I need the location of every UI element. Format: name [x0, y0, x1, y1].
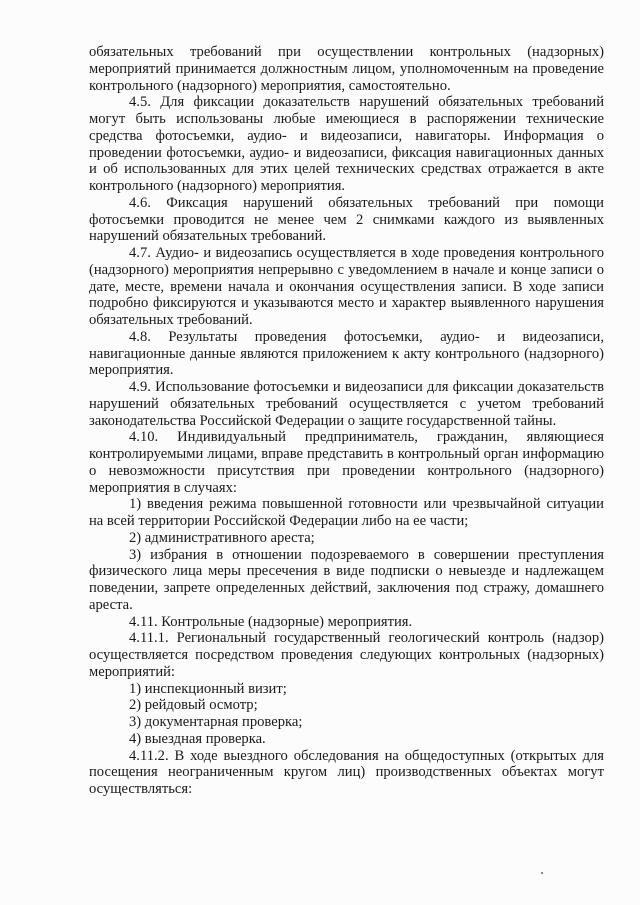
document-body [89, 44, 604, 798]
list-item-4-11-1-3: 3) документарная проверка; [129, 714, 303, 730]
paragraph-4-5: 4.5. Для фиксации доказательств нарушений обязательных требований могут быть использованы любые имеющиеся в распоряжении технические средства фотосъемки, аудио- и видеозаписи, навигаторы. Информация о проведении фотосъемки, аудио- и видеозаписи, фиксация навигационных данных и об использованных для этих целей технических средствах отражается в акте контрольного (надзорного) мероприятия. [89, 94, 604, 194]
list-item-4-10-2: 2) административного ареста; [129, 529, 315, 546]
paragraph-continuation: обязательных требований при осуществлении контрольных (надзорных) мероприятий принимается должностным лицом, уполномоченным на проведение контрольного (надзорного) мероприятия, самостоятельно. [89, 44, 604, 94]
paragraph-4-11-2: 4.11.2. В ходе выездного обследования на общедоступных (открытых для посещения неограниченным кругом лиц) производственных объектах могут осуществляться: [89, 747, 604, 797]
list-item-4-11-1-4: 4) выездная проверка. [129, 730, 266, 747]
paragraph-4-7: 4.7. Аудио- и видеозапись осуществляется в ходе проведения контрольного (надзорного) мероприятия непрерывно с уведомлением в начале и конце записи о дате, месте, времени начала и окончания осуществления записи. В ходе записи подробно фиксируются и указываются место и характер выявленного нарушения обязательных требований. [89, 245, 604, 328]
paragraph-4-8: 4.8. Результаты проведения фотосъемки, аудио- и видеозаписи, навигационные данные являются приложением к акту контрольного (надзорного) мероприятия. [89, 328, 604, 379]
paragraph-4-9: 4.9. Использование фотосъемки и видеозаписи для фиксации доказательств нарушений обязательных требований осуществляется с учетом требований законодательства Российской Федерации о защите государственной тайны. [89, 379, 604, 429]
paragraph-4-10: 4.10. Индивидуальный предприниматель, гражданин, являющиеся контролируемыми лицами, вправе представить в контрольный орган информацию о невозможности присутствия при проведении контрольного (надзорного) мероприятия в случаях: [89, 429, 604, 496]
list-item-4-10-1: 1) введения режима повышенной готовности или чрезвычайной ситуации на всей территории Российской Федерации либо на ее части; [89, 496, 604, 529]
list-item-4-11-1-2: 2) рейдовый осмотр; [129, 697, 258, 714]
list-item-4-11-1-1: 1) инспекционный визит; [129, 680, 287, 697]
paragraph-4-6: 4.6. Фиксация нарушений обязательных требований при помощи фотосъемки проводится не менее чем 2 снимками каждого из выявленных нарушений обязательных требований. [89, 194, 604, 245]
scan-speck [541, 872, 543, 874]
paragraph-4-11-1: 4.11.1. Региональный государственный геологический контроль (надзор) осуществляется посредством проведения следующих контрольных (надзорных) мероприятий: [89, 630, 604, 680]
paragraph-4-11: 4.11. Контрольные (надзорные) мероприятия. [129, 613, 413, 630]
list-item-4-10-3: 3) избрания в отношении подозреваемого в совершении преступления физического лица меры пресечения в виде подписки о невыезде и надлежащем поведении, запрете определенных действий, заключения под стражу, домашнего ареста. [89, 546, 604, 613]
